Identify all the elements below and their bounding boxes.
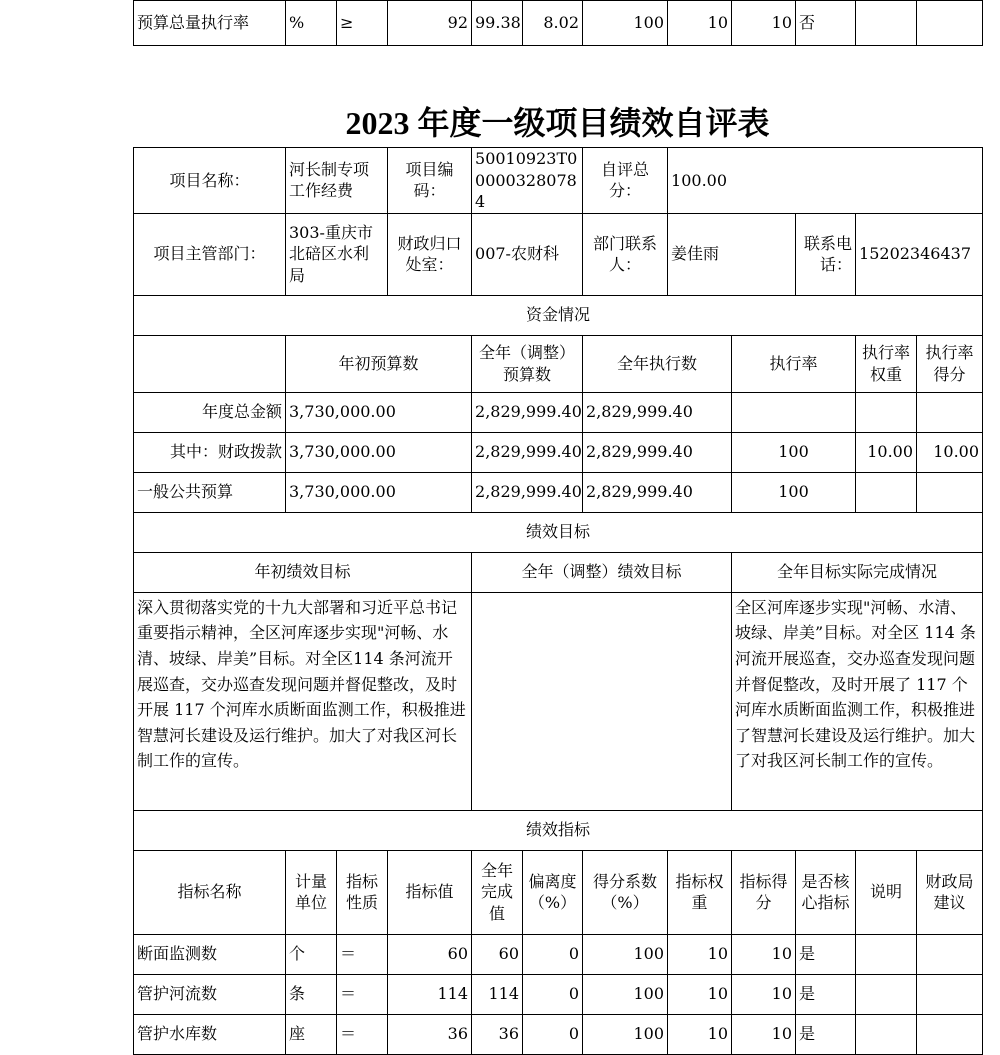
rate-weight (856, 472, 917, 512)
actual-completion-text: 全区河库逐步实现"河畅、水清、坡绿、岸美”目标。对全区 114 条河流开展巡查，交办巡查发现问题并督促整改，及时开展了 117 个河库水质断面监测工作，积极推进了智慧河长建设及运行维护。加大了对我区河长制工作的宣传。 (732, 592, 983, 810)
table-row (134, 472, 983, 512)
score: 10 (732, 1, 796, 46)
actual-value: 114 (472, 974, 523, 1014)
header-weight: 指标权重 (668, 850, 732, 934)
self-evaluation-table (133, 147, 983, 1055)
score-label: 自评总分： (583, 148, 668, 214)
table-row (134, 934, 983, 974)
coefficient: 100 (583, 1014, 668, 1054)
core-flag: 是 (796, 1014, 856, 1054)
office-value: 007-农财科 (472, 213, 583, 295)
adjusted-budget: 2,829,999.40 (472, 472, 583, 512)
funds-header-rate: 执行率 (732, 335, 856, 392)
score: 10 (732, 934, 796, 974)
indicators-header-row (134, 850, 983, 934)
goals-content-row (134, 592, 983, 810)
suggestion (917, 974, 983, 1014)
score: 10 (732, 974, 796, 1014)
adjusted-budget: 2,829,999.40 (472, 392, 583, 432)
target-value: 36 (388, 1014, 472, 1054)
indicator-name: 预算总量执行率 (134, 1, 286, 46)
funds-row-label: 一般公共预算 (134, 472, 286, 512)
weight: 10 (668, 934, 732, 974)
target-value: 60 (388, 934, 472, 974)
funds-header-executed: 全年执行数 (583, 335, 732, 392)
rate-weight (856, 392, 917, 432)
contact-value: 姜佳雨 (668, 213, 796, 295)
note (856, 1014, 917, 1054)
goals-header-adjusted: 全年（调整）绩效目标 (472, 552, 732, 592)
indicator-name: 管护河流数 (134, 974, 286, 1014)
funds-header-weight: 执行率权重 (856, 335, 917, 392)
suggestion (917, 1, 983, 46)
funds-header-blank (134, 335, 286, 392)
note (856, 1, 917, 46)
deviation: 8.02 (523, 1, 583, 46)
adjusted-budget: 2,829,999.40 (472, 432, 583, 472)
unit: 座 (286, 1014, 337, 1054)
actual-value: 36 (472, 1014, 523, 1054)
department-value: 303-重庆市北碚区水利局 (286, 213, 388, 295)
header-indicator-name: 指标名称 (134, 850, 286, 934)
core-flag: 是 (796, 974, 856, 1014)
goals-section-title: 绩效目标 (134, 512, 983, 552)
project-name-value: 河长制专项工作经费 (286, 148, 388, 214)
initial-goal-text: 深入贯彻落实党的十九大部署和习近平总书记重要指示精神，全区河库逐步实现"河畅、水清、坡绿、岸美”目标。对全区114 条河流开展巡查，交办巡查发现问题并督促整改，及时开展 117 个河库水质断面监测工作，积极推进智慧河长建设及运行维护。加大了对我区河长制工作的宣传。 (134, 592, 472, 810)
unit: 条 (286, 974, 337, 1014)
goals-header-row (134, 552, 983, 592)
goals-header-actual: 全年目标实际完成情况 (732, 552, 983, 592)
project-code-value: 50010923T000003280784 (472, 148, 583, 214)
suggestion (917, 934, 983, 974)
note (856, 974, 917, 1014)
actual-value: 60 (472, 934, 523, 974)
phone-label: 联系电话： (796, 213, 856, 295)
weight: 10 (668, 1014, 732, 1054)
rate-score (917, 472, 983, 512)
goals-header-initial: 年初绩效目标 (134, 552, 472, 592)
header-coefficient: 得分系数（%） (583, 850, 668, 934)
executed-amount: 2,829,999.40 (583, 432, 732, 472)
previous-indicator-table (133, 0, 983, 46)
nature: ≥ (337, 1, 388, 46)
project-code-label: 项目编码： (388, 148, 472, 214)
funds-row-label: 年度总金额 (134, 392, 286, 432)
header-target: 指标值 (388, 850, 472, 934)
table-row (134, 432, 983, 472)
header-unit: 计量单位 (286, 850, 337, 934)
weight: 10 (668, 1, 732, 46)
department-label: 项目主管部门： (134, 213, 286, 295)
table-row (134, 1, 983, 46)
unit: % (286, 1, 337, 46)
rate-weight: 10.00 (856, 432, 917, 472)
funds-header-row (134, 335, 983, 392)
rate-score (917, 392, 983, 432)
indicators-section-title: 绩效指标 (134, 810, 983, 850)
execution-rate: 100 (732, 432, 856, 472)
funds-header-score: 执行率得分 (917, 335, 983, 392)
header-nature: 指标性质 (337, 850, 388, 934)
suggestion (917, 1014, 983, 1054)
page-title: 2023 年度一级项目绩效自评表 (345, 105, 770, 141)
unit: 个 (286, 934, 337, 974)
table-row (134, 974, 983, 1014)
coefficient: 100 (583, 934, 668, 974)
indicator-name: 断面监测数 (134, 934, 286, 974)
table-row (134, 392, 983, 432)
header-deviation: 偏离度（%） (523, 850, 583, 934)
target-value: 92 (388, 1, 472, 46)
target-value: 114 (388, 974, 472, 1014)
nature: ＝ (337, 1014, 388, 1054)
note (856, 934, 917, 974)
funds-header-adjusted: 全年（调整）预算数 (472, 335, 583, 392)
deviation: 0 (523, 974, 583, 1014)
actual-value: 99.38 (472, 1, 523, 46)
core-flag: 否 (796, 1, 856, 46)
indicator-name: 管护水库数 (134, 1014, 286, 1054)
coefficient: 100 (583, 974, 668, 1014)
deviation: 0 (523, 1014, 583, 1054)
funds-header-initial: 年初预算数 (286, 335, 472, 392)
contact-label: 部门联系人： (583, 213, 668, 295)
funds-section-title: 资金情况 (134, 295, 983, 335)
core-flag: 是 (796, 934, 856, 974)
nature: ＝ (337, 974, 388, 1014)
funds-row-label: 其中：财政拨款 (134, 432, 286, 472)
initial-budget: 3,730,000.00 (286, 392, 472, 432)
initial-budget: 3,730,000.00 (286, 432, 472, 472)
header-core: 是否核心指标 (796, 850, 856, 934)
table-row (134, 1014, 983, 1054)
header-score: 指标得分 (732, 850, 796, 934)
executed-amount: 2,829,999.40 (583, 392, 732, 432)
header-suggestion: 财政局建议 (917, 850, 983, 934)
project-name-label: 项目名称： (134, 148, 286, 214)
score: 10 (732, 1014, 796, 1054)
execution-rate: 100 (732, 472, 856, 512)
coefficient: 100 (583, 1, 668, 46)
initial-budget: 3,730,000.00 (286, 472, 472, 512)
phone-value: 15202346437 (856, 213, 983, 295)
weight: 10 (668, 974, 732, 1014)
header-note: 说明 (856, 850, 917, 934)
deviation: 0 (523, 934, 583, 974)
project-info-row (134, 148, 983, 214)
nature: ＝ (337, 934, 388, 974)
department-info-row (134, 213, 983, 295)
adjusted-goal-text (472, 592, 732, 810)
execution-rate (732, 392, 856, 432)
header-actual: 全年完成值 (472, 850, 523, 934)
rate-score: 10.00 (917, 432, 983, 472)
executed-amount: 2,829,999.40 (583, 472, 732, 512)
score-value: 100.00 (668, 148, 983, 214)
office-label: 财政归口处室： (388, 213, 472, 295)
